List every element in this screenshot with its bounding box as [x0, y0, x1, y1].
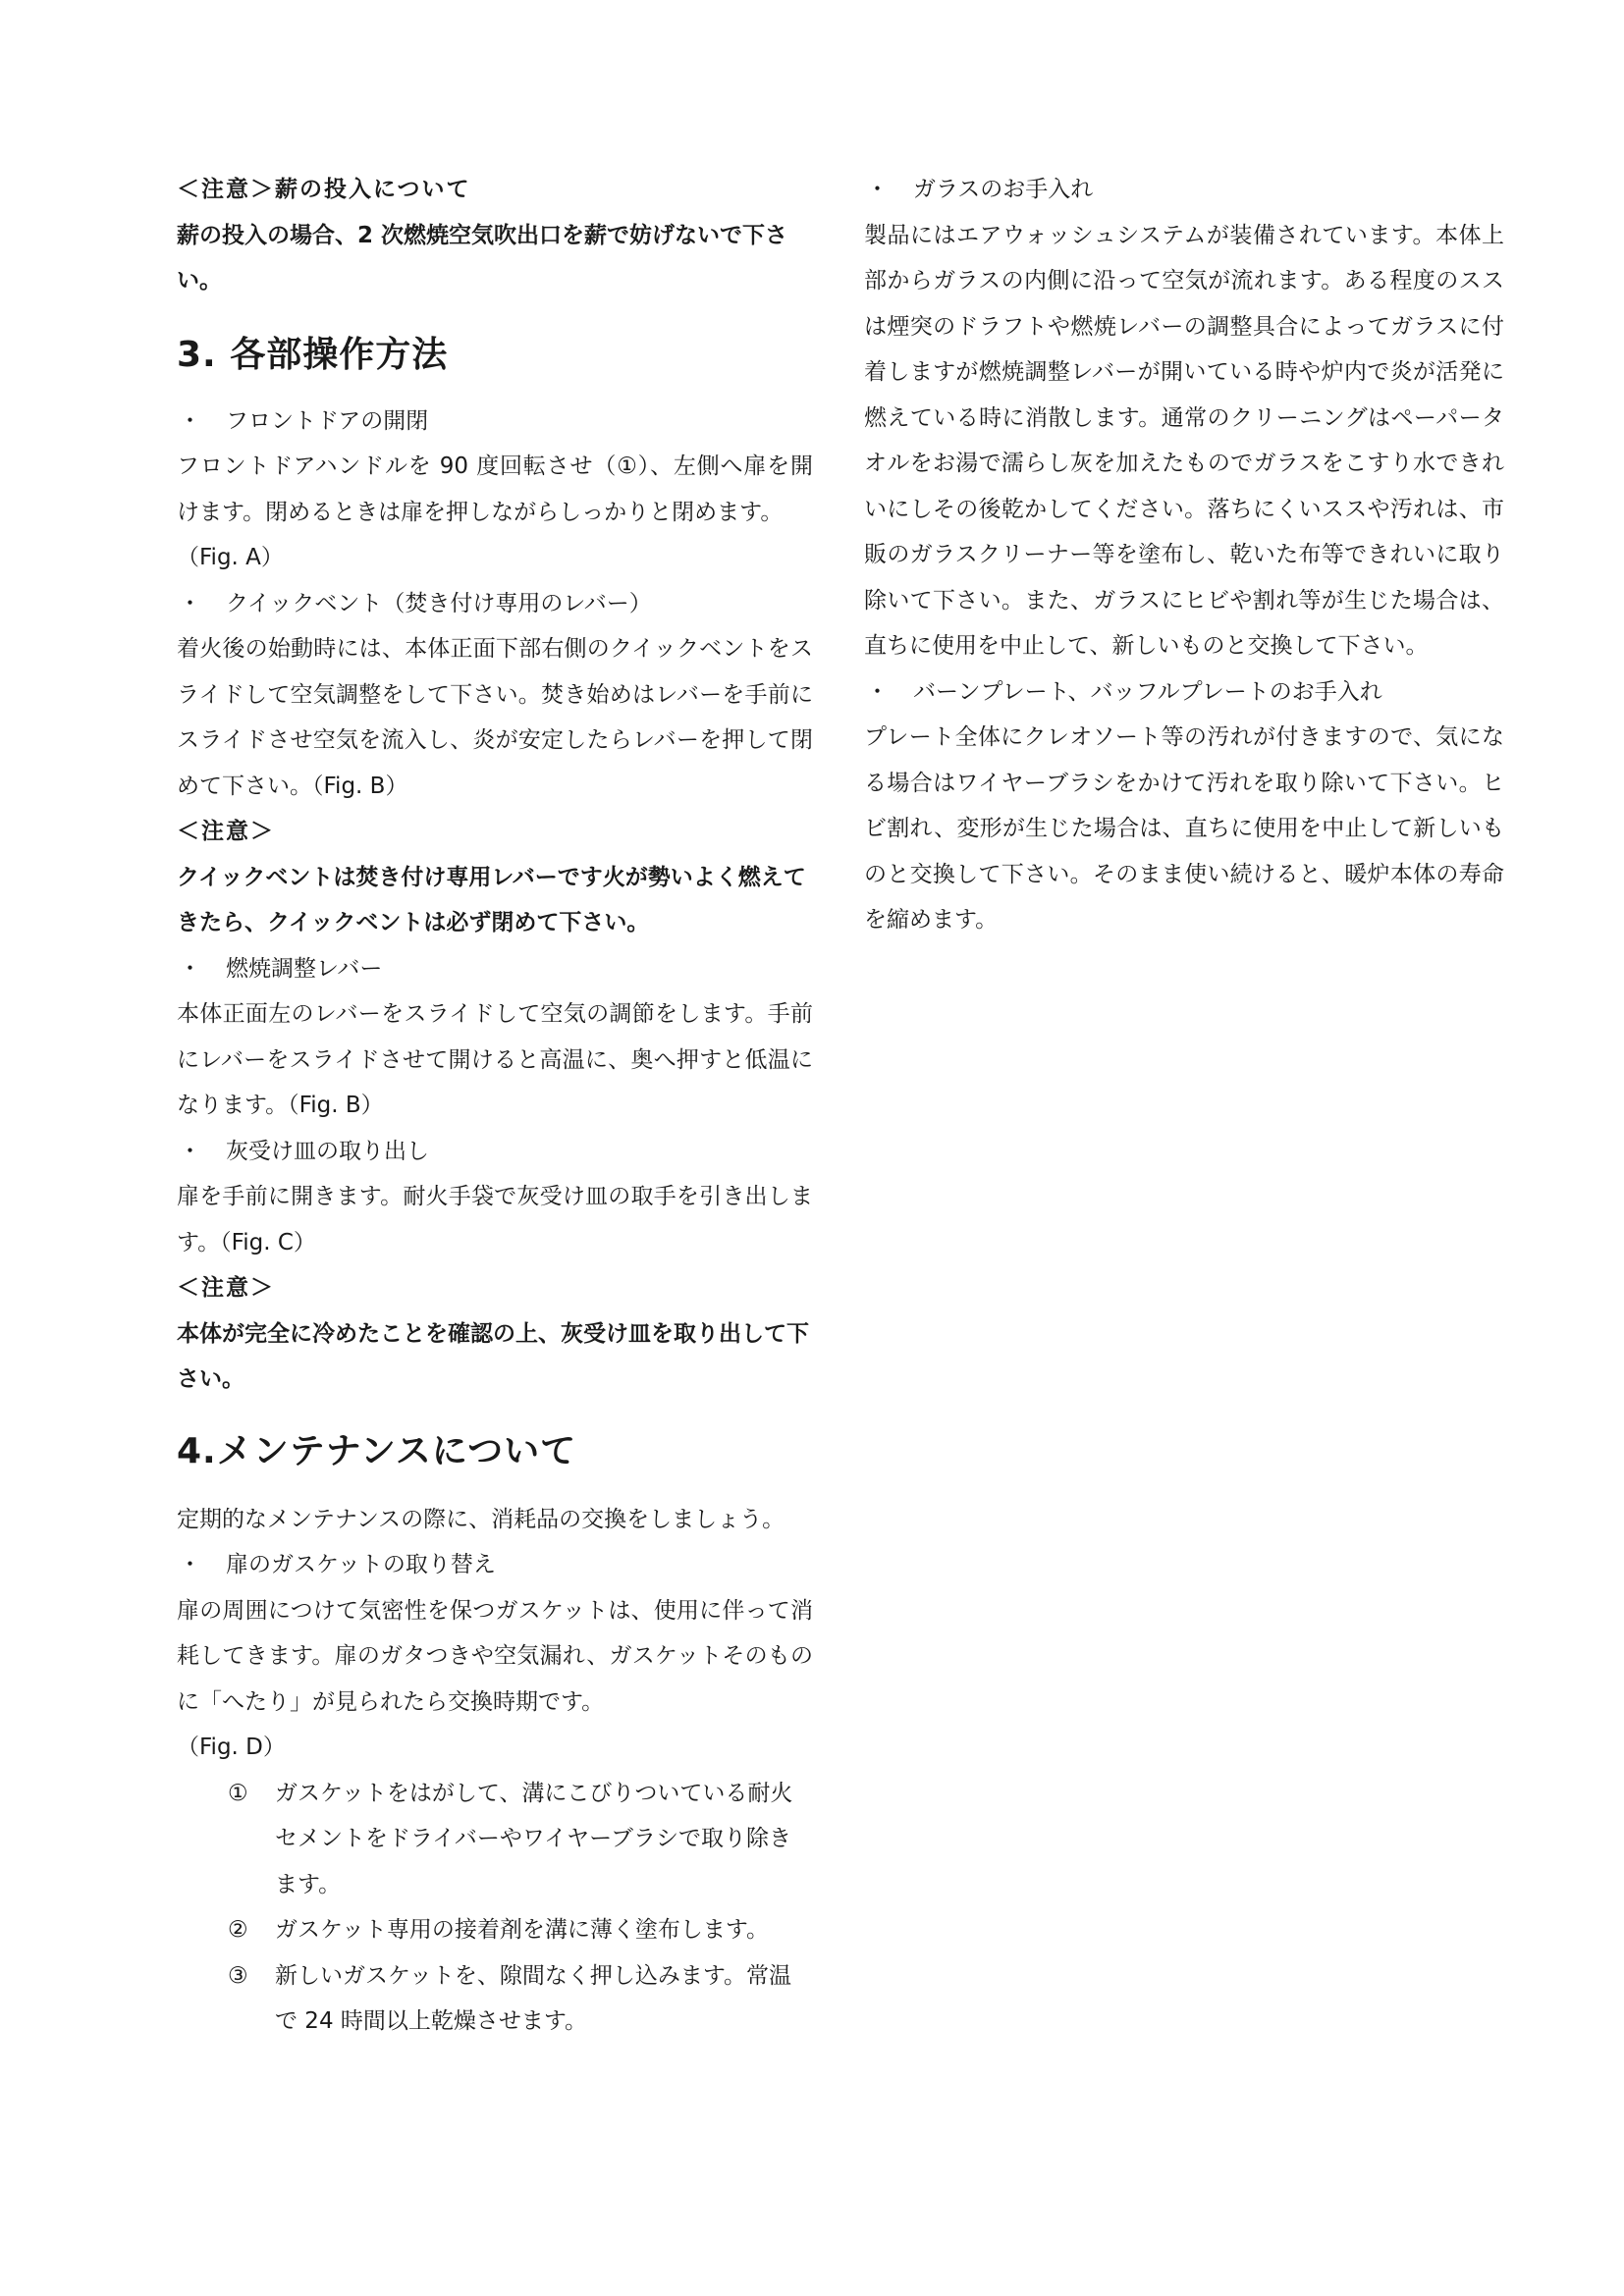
note-body-quick-vent: クイックベントは焚き付け専用レバーです火が勢いよく燃えてきたら、クイックベントは必ず閉めて下さい。 [177, 864, 806, 935]
front-door-paragraph: フロントドアハンドルを 90 度回転させ（①）、左側へ扉を開けます。閉めるときは扉を押しながらしっかりと閉めます。 [177, 454, 813, 525]
plate-care-paragraph: プレート全体にクレオソート等の汚れが付きますので、気になる場合はワイヤーブラシをかけて汚れを取り除いて下さい。ヒビ割れ、変形が生じた場合は、直ちに使用を中止して新しいものと交換して下さい。そのまま使い続けると、暖炉本体の寿命を縮めます。 [864, 724, 1504, 933]
note-body-firewood: 薪の投入の場合、2 次燃焼空気吹出口を薪で妨げないで下さい。 [177, 222, 788, 294]
bullet-combustion-lever [177, 946, 813, 992]
glass-care-paragraph: 製品にはエアウォッシュシステムが装備されています。本体上部からガラスの内側に沿って空気が流れます。ある程度のススは煙突のドラフトや燃焼レバーの調整具合によってガラスに付着しますが燃焼調整レバーが開いている時や炉内で炎が活発に燃えている時に消散します。通常のクリーニングはペーパータオルをお湯で濡らし灰を加えたものでガラスをこすり水できれいにしその後乾かしてください。落ちにくいススや汚れは、市販のガラスクリーナー等を塗布し、乾いた布等できれいに取り除いて下さい。また、ガラスにヒビや割れ等が生じた場合は、直ちに使用を中止して、新しいものと交換して下さい。 [864, 222, 1504, 659]
combustion-lever-paragraph: 本体正面左のレバーをスライドして空気の調節をします。手前にレバーをスライドさせて開けると高温に、奥へ押すと低温になります。（Fig. B） [177, 1001, 813, 1118]
section-3-heading: 3. 各部操作方法 [177, 334, 449, 375]
bullet-plate-care-label: バーンプレート、バッフルプレートのお手入れ [913, 678, 1382, 705]
maintenance-intro: 定期的なメンテナンスの際に、消耗品の交換をしましょう。 [177, 1506, 785, 1532]
bullet-glass-care-label: ガラスのお手入れ [913, 177, 1094, 202]
gasket-paragraph: 扉の周囲につけて気密性を保つガスケットは、使用に伴って消耗してきます。扉のガタつきや空気漏れ、ガスケットそのものに「へたり」が見られたら交換時期です。 [177, 1597, 813, 1715]
bullet-gasket-label: 扉のガスケットの取り替え [226, 1552, 496, 1577]
bullet-ash-pan-label: 灰受け皿の取り出し [226, 1138, 429, 1164]
bullet-mark: ・ [179, 1138, 201, 1164]
bullet-quick-vent [177, 581, 813, 627]
bullet-glass-care [864, 167, 1504, 213]
step-text: 新しいガスケットを、隙間なく押し込みます。常温で 24 時間以上乾燥させます。 [275, 1962, 792, 2034]
bullet-gasket [177, 1542, 813, 1588]
step-number: ③ [228, 1962, 248, 1989]
bullet-mark: ・ [866, 678, 889, 705]
bullet-mark: ・ [179, 590, 201, 616]
quick-vent-paragraph: 着火後の始動時には、本体正面下部右側のクイックベントをスライドして空気調整をして下さい。焚き始めはレバーを手前にスライドさせ空気を流入し、炎が安定したらレバーを押して閉めて下さい。（Fig. B） [177, 636, 813, 799]
gasket-step [228, 1907, 813, 1953]
gasket-steps-list [177, 1771, 813, 2045]
bullet-mark: ・ [866, 177, 889, 202]
bullet-front-door [177, 399, 813, 445]
bullet-plate-care [864, 669, 1504, 716]
bullet-mark: ・ [179, 407, 201, 434]
note-heading-firewood: ＜注意＞薪の投入について [177, 177, 471, 202]
bullet-ash-pan [177, 1129, 813, 1175]
bullet-mark: ・ [179, 955, 201, 982]
fig-d-reference: （Fig. D） [177, 1735, 286, 1760]
right-column [864, 167, 1504, 943]
step-text: ガスケット専用の接着剤を溝に薄く塗布します。 [275, 1917, 770, 1943]
bullet-front-door-label: フロントドアの開閉 [226, 407, 429, 434]
ash-pan-paragraph: 扉を手前に開きます。耐火手袋で灰受け皿の取手を引き出します。（Fig. C） [177, 1184, 813, 1255]
gasket-step [228, 1953, 813, 2045]
section-4-heading: 4.メンテナンスについて [177, 1430, 577, 1471]
step-text: ガスケットをはがして、溝にこびりついている耐火セメントをドライバーやワイヤーブラシで取り除きます。 [275, 1780, 793, 1897]
fig-a-reference: （Fig. A） [177, 545, 284, 570]
bullet-mark: ・ [179, 1552, 201, 1577]
step-number: ① [228, 1780, 248, 1806]
left-column [177, 167, 813, 2045]
bullet-quick-vent-label: クイックベント（焚き付け専用のレバー） [226, 590, 652, 616]
note-heading-quick-vent: ＜注意＞ [177, 819, 275, 844]
note-body-ash-pan: 本体が完全に冷めたことを確認の上、灰受け皿を取り出して下さい。 [177, 1320, 809, 1392]
gasket-step [228, 1771, 813, 1908]
step-number: ② [228, 1917, 248, 1943]
note-heading-ash-pan: ＜注意＞ [177, 1275, 275, 1301]
bullet-combustion-lever-label: 燃焼調整レバー [226, 955, 383, 982]
